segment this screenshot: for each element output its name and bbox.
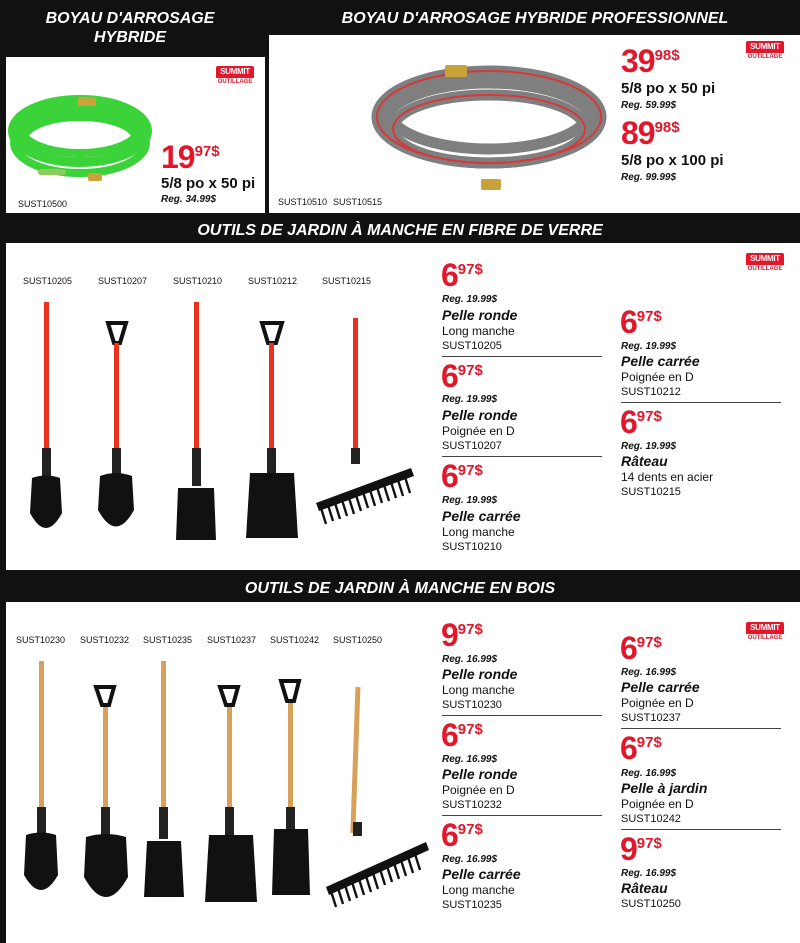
fg-code-3: SUST10212 bbox=[621, 386, 681, 398]
hose-hybrid-reg: Reg. 34.99$ bbox=[161, 194, 217, 205]
summit-logo: SUMMIT OUTILLAGE bbox=[217, 67, 253, 85]
wood-price-3: 697$ bbox=[620, 630, 662, 666]
wood-sku-3: SUST10237 bbox=[207, 635, 257, 645]
wood-sku-4: SUST10242 bbox=[270, 635, 320, 645]
wood-reg-4: Reg. 16.99$ bbox=[621, 768, 677, 779]
hose-hybrid-panel bbox=[6, 57, 265, 213]
fiberglass-tools-image bbox=[16, 298, 426, 543]
wood-reg-5: Reg. 16.99$ bbox=[621, 868, 677, 879]
fg-reg-3: Reg. 19.99$ bbox=[621, 341, 677, 352]
divider bbox=[442, 715, 602, 716]
wood-code-1: SUST10232 bbox=[442, 799, 502, 811]
wood-code-5: SUST10250 bbox=[621, 898, 681, 910]
wood-code-3: SUST10237 bbox=[621, 712, 681, 724]
divider bbox=[621, 402, 781, 403]
wood-price-0: 997$ bbox=[441, 617, 483, 653]
wood-price-4: 697$ bbox=[620, 730, 662, 766]
fg-sub-1: Poignée en D bbox=[442, 424, 515, 438]
wood-price-1: 697$ bbox=[441, 717, 483, 753]
wood-sub-3: Poignée en D bbox=[621, 696, 694, 710]
wood-code-0: SUST10230 bbox=[442, 699, 502, 711]
hose-pro-reg-100: Reg. 99.99$ bbox=[621, 172, 677, 183]
wood-code-2: SUST10235 bbox=[442, 899, 502, 911]
wood-sku-1: SUST10232 bbox=[80, 635, 130, 645]
fiberglass-panel bbox=[6, 243, 800, 570]
wood-reg-2: Reg. 16.99$ bbox=[442, 854, 498, 865]
divider bbox=[442, 456, 602, 457]
fg-sub-0: Long manche bbox=[442, 324, 515, 338]
wood-sku-0: SUST10230 bbox=[16, 635, 66, 645]
fg-code-2: SUST10210 bbox=[442, 541, 502, 553]
wood-price-5: 997$ bbox=[620, 831, 662, 867]
summit-logo: SUMMIT OUTILLAGE bbox=[747, 42, 783, 60]
fg-code-0: SUST10205 bbox=[442, 340, 502, 352]
fg-price-3: 697$ bbox=[620, 304, 662, 340]
divider bbox=[621, 728, 781, 729]
wood-name-2: Pelle carrée bbox=[442, 866, 521, 882]
fg-name-3: Pelle carrée bbox=[621, 353, 700, 369]
wood-reg-1: Reg. 16.99$ bbox=[442, 754, 498, 765]
fg-price-1: 697$ bbox=[441, 358, 483, 394]
fg-price-4: 697$ bbox=[620, 404, 662, 440]
wood-title: OUTILS DE JARDIN À MANCHE EN BOIS bbox=[244, 579, 556, 597]
wood-name-0: Pelle ronde bbox=[442, 666, 518, 682]
hose-pro-size-50: 5/8 po x 50 pi bbox=[621, 80, 716, 97]
wood-price-2: 697$ bbox=[441, 817, 483, 853]
fg-price-0: 697$ bbox=[441, 257, 483, 293]
wood-reg-3: Reg. 16.99$ bbox=[621, 667, 677, 678]
hose-hybrid-size: 5/8 po x 50 pi bbox=[161, 175, 256, 192]
fg-reg-1: Reg. 19.99$ bbox=[442, 394, 498, 405]
wood-name-3: Pelle carrée bbox=[621, 679, 700, 695]
fg-sub-4: 14 dents en acier bbox=[621, 470, 714, 484]
fg-name-0: Pelle ronde bbox=[442, 307, 518, 323]
wood-name-5: Râteau bbox=[621, 880, 668, 896]
wood-panel bbox=[6, 602, 800, 943]
fg-reg-4: Reg. 19.99$ bbox=[621, 441, 677, 452]
wood-sku-2: SUST10235 bbox=[143, 635, 193, 645]
hose-hybrid-sku: SUST10500 bbox=[18, 199, 68, 209]
wood-tools-image bbox=[16, 657, 436, 917]
wood-name-4: Pelle à jardin bbox=[621, 780, 708, 796]
summit-logo: SUMMIT OUTILLAGE bbox=[747, 623, 783, 641]
fg-reg-2: Reg. 19.99$ bbox=[442, 495, 498, 506]
fg-code-1: SUST10207 bbox=[442, 440, 502, 452]
gray-hose-image bbox=[369, 47, 609, 197]
fiberglass-title: OUTILS DE JARDIN À MANCHE EN FIBRE DE VERRE bbox=[197, 221, 603, 239]
wood-sub-2: Long manche bbox=[442, 883, 515, 897]
hose-pro-price-50: 3998$ bbox=[621, 43, 680, 79]
wood-code-4: SUST10242 bbox=[621, 813, 681, 825]
hose-pro-panel bbox=[269, 35, 800, 213]
fiberglass-sku-4: SUST10215 bbox=[322, 276, 372, 286]
hose-hybrid-price: 1997$ bbox=[161, 139, 220, 175]
fiberglass-sku-2: SUST10210 bbox=[173, 276, 223, 286]
hose-pro-sku-a: SUST10510 bbox=[278, 197, 328, 207]
green-hose-image bbox=[8, 73, 158, 191]
divider bbox=[442, 815, 602, 816]
hose-pro-title: BOYAU D'ARROSAGE HYBRIDE PROFESSIONNEL bbox=[341, 9, 729, 27]
wood-sub-4: Poignée en D bbox=[621, 797, 694, 811]
summit-logo: SUMMIT OUTILLAGE bbox=[747, 254, 783, 272]
fg-name-1: Pelle ronde bbox=[442, 407, 518, 423]
divider bbox=[621, 829, 781, 830]
wood-name-1: Pelle ronde bbox=[442, 766, 518, 782]
wood-sub-1: Poignée en D bbox=[442, 783, 515, 797]
hose-pro-size-100: 5/8 po x 100 pi bbox=[621, 152, 724, 169]
fg-sub-2: Long manche bbox=[442, 525, 515, 539]
wood-sub-0: Long manche bbox=[442, 683, 515, 697]
hose-pro-price-100: 8998$ bbox=[621, 115, 680, 151]
hose-hybrid-title: BOYAU D'ARROSAGE HYBRIDE bbox=[45, 10, 215, 46]
fg-name-2: Pelle carrée bbox=[442, 508, 521, 524]
fg-reg-0: Reg. 19.99$ bbox=[442, 294, 498, 305]
hose-pro-sku-b: SUST10515 bbox=[333, 197, 383, 207]
fiberglass-sku-1: SUST10207 bbox=[98, 276, 148, 286]
wood-sku-5: SUST10250 bbox=[333, 635, 383, 645]
fg-price-2: 697$ bbox=[441, 458, 483, 494]
hose-pro-reg-50: Reg. 59.99$ bbox=[621, 100, 677, 111]
fiberglass-sku-3: SUST10212 bbox=[248, 276, 298, 286]
fg-code-4: SUST10215 bbox=[621, 486, 681, 498]
fg-sub-3: Poignée en D bbox=[621, 370, 694, 384]
fg-name-4: Râteau bbox=[621, 453, 668, 469]
fiberglass-sku-0: SUST10205 bbox=[23, 276, 73, 286]
wood-reg-0: Reg. 16.99$ bbox=[442, 654, 498, 665]
divider bbox=[442, 356, 602, 357]
